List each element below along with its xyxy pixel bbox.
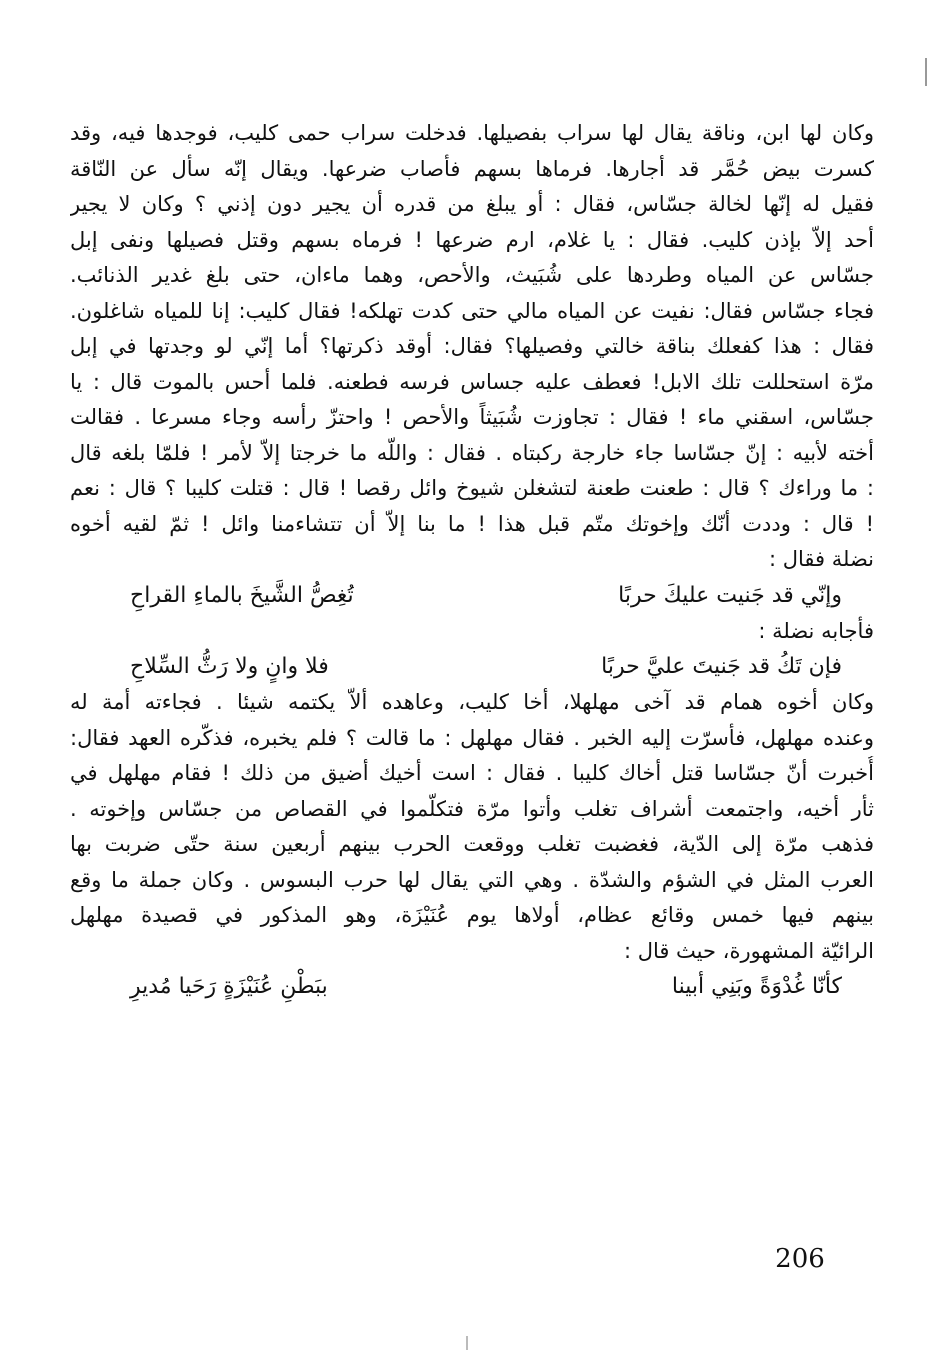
verse-first-hemistich: فإن تَكُ قد جَنيتَ عليَّ حربًا: [601, 654, 842, 679]
verse-1: [70, 578, 874, 614]
text-line: جسّاس، اسقني ماء ! فقال : تجاوزت شُبَيثاً والأحص ! واحتزّ رأسه وجاء مسرعا . فقالت: [70, 405, 874, 429]
text-line: فجاء جسّاس فقال: نفيت عن المياه مالي حتى كدت تهلكه! فقال كليب: إنا للمياه شاغلون.: [70, 298, 874, 323]
verse-second-hemistich: فلا وانٍ ولا رَثُّ السِّلاحِ: [130, 654, 329, 679]
text-line: الرائيّة المشهورة، حيث قال :: [623, 938, 874, 963]
text-line: أحد إلاّ بإذن كليب. فقال : يا غلام، ارم ضرعها ! فرماه بسهم وقتل فصيلها ونفى إبل: [70, 227, 874, 252]
text-line: ثأر أخيه، واجتمعت أشراف تغلب وأتوا مرّة فتكلّموا في القصاص من جسّاس وإخوته .: [70, 796, 874, 821]
scan-mark: [466, 1336, 468, 1350]
text-line: أخته لأبيه : إنّ جسّاسا جاء خارجة ركبتاه . فقال : واللّه ما خرجتا إلاّ لأمر ! فلمّا بلغه قال: [70, 440, 874, 465]
page-number: 206: [775, 1244, 825, 1274]
text-line: : ما وراءك ؟ قال : طعنت طعنة لتشغلن شيوخ وائل رقصا ! قال : قتلت كليبا ؟ قال : نعم: [70, 476, 874, 500]
text-line: وعنده مهلهل، فأسرّت إليه الخبر . فقال مهلهل : ما قالت ؟ فلم يخبره، فذكّره العهد فقال:: [70, 725, 874, 750]
page-body: [70, 116, 874, 1005]
text-line: نضلة فقال :: [768, 547, 874, 571]
text-line: فذهب مرّة إلى الدّية، فغضبت تغلب ووقعت الحرب بينهم أربعين سنة حتّى ضربت بها: [70, 832, 874, 856]
text-line: بينهم فيها خمس وقائع عظام، أولاها يوم عُنَيْزَة، وهو المذكور في قصيدة مهلهل: [70, 903, 874, 927]
text-line: أُخبرت أنّ جسّاسا قتل أخاك كليبا . فقال : است أخيك أضيق من ذلك ! فقام مهلهل في: [70, 761, 874, 785]
verse-first-hemistich: وإنّي قد جَنيت عليكَ حربًا: [618, 582, 842, 608]
text-line: وكان أخوه همام قد آخى مهلهلا، أخا كليب، وعاهده ألاّ يكتمه شيئا . فجاءته أمة له: [70, 690, 874, 714]
text-line: العرب المثل في الشؤم والشدّة . وهي التي يقال لها حرب البسوس . وكان جملة ما وقع: [70, 867, 874, 892]
text-line: جسّاس عن المياه وطردها على شُبَيث، والأحص، وهما ماءان، حتى بلغ غدير الذنائب.: [70, 263, 874, 287]
scan-mark: [925, 58, 927, 86]
paragraph-1: [70, 116, 874, 578]
verse-second-hemistich: تُغِصُّ الشَّيخَ بالماءِ القراحِ: [130, 582, 354, 608]
verse-second-hemistich: ببَطْنِ عُنَيْزَةٍ رَحَيا مُديرِ: [130, 974, 328, 999]
verse-3: [70, 969, 874, 1005]
text-line: مرّة استحللت تلك الابل! فعطف عليه جساس فرسه فطعنه. فلما أحس بالموت قال : يا: [70, 369, 874, 394]
text-line: فقيل له إنّها لخالة جسّاس، فقال : أو يبلغ من قدره أن يجير دون إذني ؟ وكان لا يجير: [70, 192, 874, 216]
verse-first-hemistich: كأنّا غُدْوَةً وبَنِي أبينا: [671, 974, 842, 999]
verse-2: [70, 649, 874, 685]
text-line: كسرت بيض حُمَّر قد أجارها. فرماها بسهم فأصاب ضرعها. ويقال إنّه سأل عن النّاقة: [70, 156, 874, 181]
text-line: فقال : هذا كفعلك بناقة خالتي وفصيلها؟ فقال: أوقد ذكرتها؟ أما إنّي لو وجدتها في إبل: [70, 334, 874, 358]
text-line: ! قال : وددت أنّك وإخوتك متّم قبل هذا ! ما بنا إلاّ أن تتشاءمنا وائل ! ثمّ لقيه أخوه: [70, 511, 874, 536]
reply-line: فأجابه نضلة :: [758, 618, 874, 643]
text-line: وكان لها ابن، وناقة يقال لها سراب بفصيلها. فدخلت سراب حمى كليب، فوجدها فيه، وقد: [70, 121, 874, 145]
paragraph-2: [70, 685, 874, 969]
